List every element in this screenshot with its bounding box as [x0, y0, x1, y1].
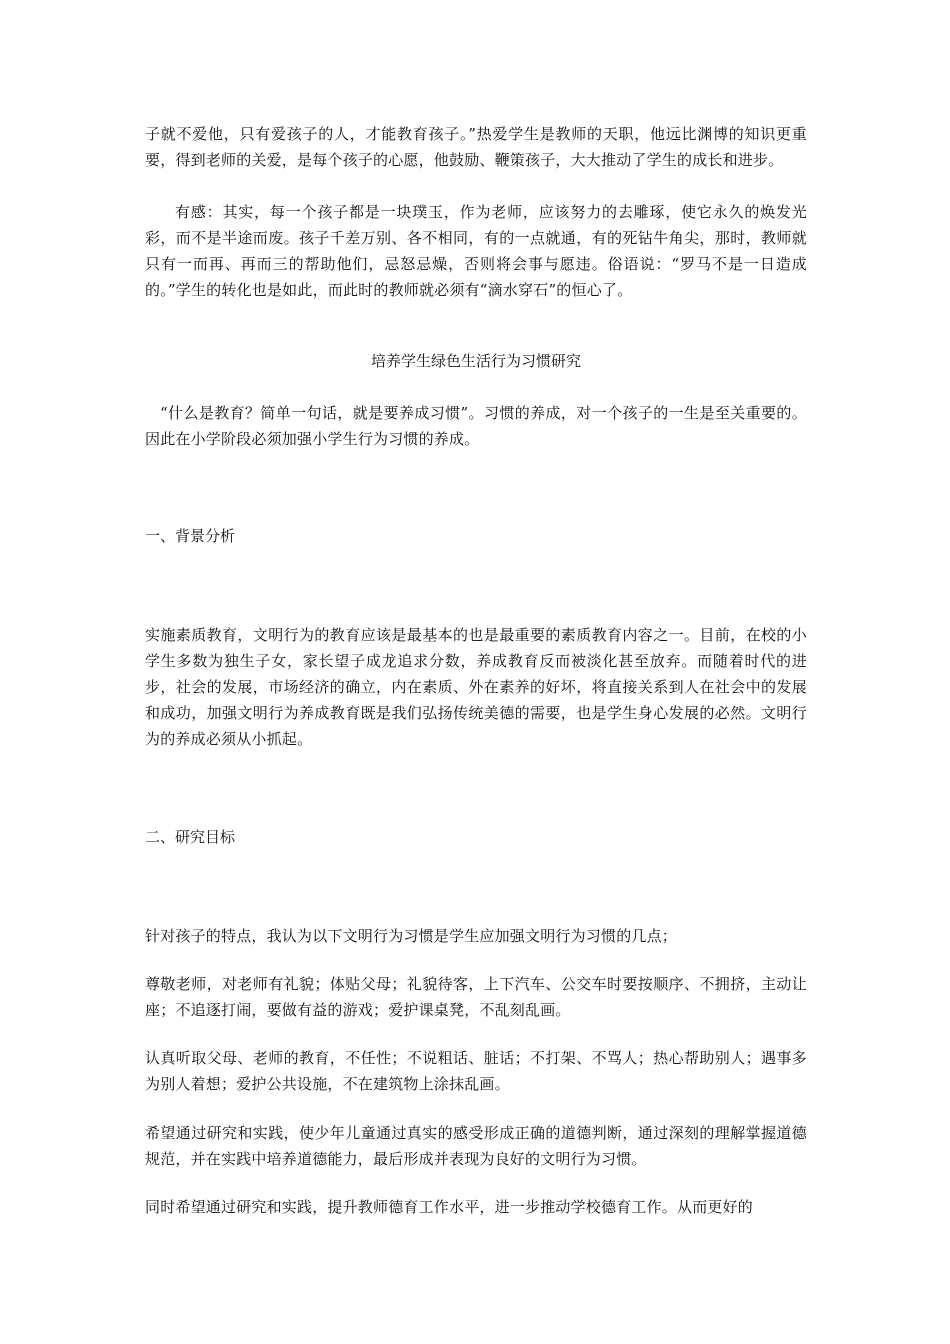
lead-paragraph: “什么是教育？简单一句话，就是要养成习惯”。习惯的养成，对一个孩子的一生是至关重要的。因此在小学阶段必须加强小学生行为习惯的养成。 — [145, 404, 807, 448]
goals-teacher-paragraph: 同时希望通过研究和实践，提升教师德育工作水平，进一步推动学校德育工作。从而更好的 — [145, 1198, 754, 1216]
goals-intro-paragraph: 针对孩子的特点，我认为以下文明行为习惯是学生应加强文明行为习惯的几点； — [145, 927, 678, 945]
section-heading-goals: 二、研究目标 — [145, 828, 236, 846]
reflection-paragraph: 有感：其实，每一个孩子都是一块璞玉，作为老师，应该努力的去雕琢，使它永久的焕发光彩，而不是半途而废。孩子千差万别、各不相同，有的一点就通，有的死钻牛角尖，那时，教师就只有一而再、再而三的帮助他们，忌怒忌燥，否则将会事与愿违。俗语说：“罗马不是一日造成的。”学生的转化也是如此，而此时的教师就必须有“滴水穿石”的恒心了。 — [145, 203, 807, 299]
intro-continuation-paragraph: 子就不爱他，只有爱孩子的人，才能教育孩子。”热爱学生是教师的天职，他远比渊博的知识更重要，得到老师的关爱，是每个孩子的心愿，他鼓励、鞭策孩子，大大推动了学生的成长和进步。 — [145, 125, 807, 169]
section-heading-background: 一、背景分析 — [145, 527, 236, 545]
article-title: 培养学生绿色生活行为习惯研究 — [370, 352, 581, 370]
background-analysis-paragraph: 实施素质教育，文明行为的教育应该是最基本的也是最重要的素质教育内容之一。目前，在校的小学生多数为独生子女，家长望子成龙追求分数，养成教育反而被淡化甚至放弃。而随着时代的进步，社会的发展，市场经济的确立，内在素质、外在素养的好坏，将直接关系到人在社会中的发展和成功，加强文明行为养成教育既是我们弘扬传统美德的需要，也是学生身心发展的必然。文明行为的养成必须从小抓起。 — [145, 626, 807, 748]
habits-list-paragraph-1: 尊敬老师，对老师有礼貌；体贴父母；礼貌待客，上下汽车、公交车时要按顺序、不拥挤，主动让座；不追逐打闹，要做有益的游戏；爱护课桌凳，不乱刻乱画。 — [145, 975, 807, 1019]
goals-hope-paragraph: 希望通过研究和实践，使少年儿童通过真实的感受形成正确的道德判断，通过深刻的理解掌握道德规范，并在实践中培养道德能力，最后形成并表现为良好的文明行为习惯。 — [145, 1124, 807, 1168]
habits-list-paragraph-2: 认真听取父母、老师的教育，不任性；不说粗话、脏话；不打架、不骂人；热心帮助别人；遇事多为别人着想；爱护公共设施，不在建筑物上涂抹乱画。 — [145, 1049, 807, 1093]
